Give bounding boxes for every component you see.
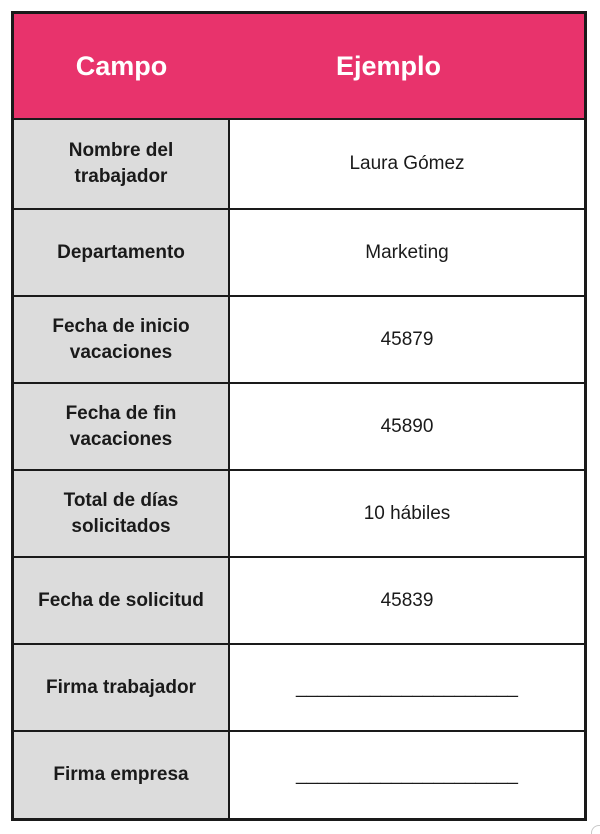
field-label: Fecha de fin vacaciones xyxy=(14,383,229,470)
table-row xyxy=(14,119,584,209)
table-row xyxy=(14,296,584,383)
field-value: 10 hábiles xyxy=(229,470,584,557)
page-corner-mark xyxy=(591,825,600,834)
header-campo: Campo xyxy=(14,14,229,119)
field-value: 45879 xyxy=(229,296,584,383)
data-table xyxy=(14,14,584,818)
table-body xyxy=(14,119,584,818)
field-label: Departamento xyxy=(14,209,229,296)
field-label: Fecha de solicitud xyxy=(14,557,229,644)
field-value: Laura Gómez xyxy=(229,119,584,209)
signature-line-company: _____________________ xyxy=(229,731,584,818)
table-row xyxy=(14,557,584,644)
field-label: Total de días solicitados xyxy=(14,470,229,557)
field-label: Nombre del trabajador xyxy=(14,119,229,209)
header-ejemplo: Ejemplo xyxy=(229,14,584,119)
header-row xyxy=(14,14,584,119)
field-value: Marketing xyxy=(229,209,584,296)
table-row xyxy=(14,209,584,296)
field-label: Firma empresa xyxy=(14,731,229,818)
field-label: Firma trabajador xyxy=(14,644,229,731)
table-row xyxy=(14,383,584,470)
vacation-request-table xyxy=(11,11,587,821)
field-value: 45890 xyxy=(229,383,584,470)
table-row xyxy=(14,470,584,557)
table-row xyxy=(14,731,584,818)
signature-line-worker: _____________________ xyxy=(229,644,584,731)
table-row xyxy=(14,644,584,731)
field-value: 45839 xyxy=(229,557,584,644)
field-label: Fecha de inicio vacaciones xyxy=(14,296,229,383)
table-header xyxy=(14,14,584,119)
